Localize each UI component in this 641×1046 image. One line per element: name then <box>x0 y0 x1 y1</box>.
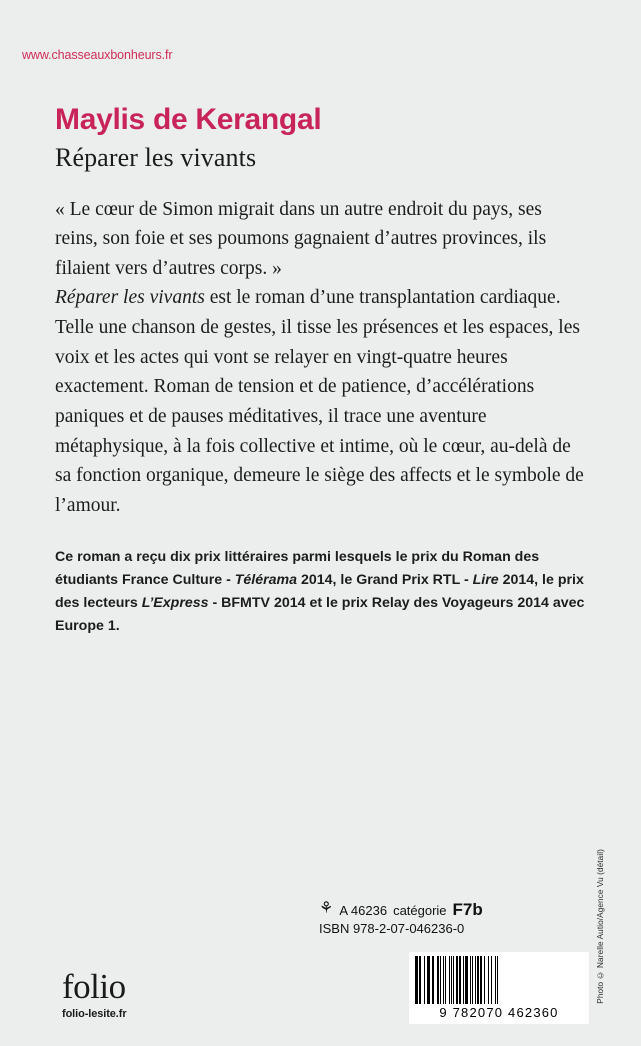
catalog-reference: A 46236 <box>339 903 388 918</box>
category-code: F7b <box>452 900 483 919</box>
prizes-italic3: L’Express <box>141 595 209 612</box>
barcode-bars <box>415 956 583 1004</box>
prizes-part4: - BFMTV 2014 et le prix Relay des Voyageurs 2014 avec Europe 1. <box>55 595 585 635</box>
book-title: Réparer les vivants <box>55 142 257 172</box>
meta-reference-line <box>319 901 589 918</box>
folio-logo: folio <box>62 967 126 1006</box>
blurb-paragraph <box>55 195 589 521</box>
prizes-part2: 2014, le Grand Prix RTL - <box>297 572 473 589</box>
watermark-url: www.chasseauxbonheurs.fr <box>22 48 173 62</box>
photo-credit: Photo © Narelle Autio/Agence Vu (détail) <box>596 849 605 1004</box>
isbn-text: ISBN 978-2-07-046236-0 <box>319 921 465 936</box>
barcode-number: 9 782070 462360 <box>439 1005 559 1020</box>
prizes-italic2: Lire <box>472 572 499 589</box>
blurb-title-italic: Réparer les vivants <box>55 287 205 309</box>
blurb-rest: est le roman d’une transplantation cardiaque. Telle une chanson de gestes, il tisse les présences et les espaces, les voix et les actes qui vont se relayer en vingt-quatre heures exactement. Roman de tension et de patience, d’accélérations paniques et de pauses méditatives, il trace une aventure métaphysique, à la fois collective et intime, où le cœur, au-delà de sa fonction organique, demeure le siège des affects et le symbole de l’amour. <box>55 287 584 516</box>
barcode <box>409 952 589 1024</box>
category-label: catégorie <box>393 903 447 918</box>
blurb-quote: « Le cœur de Simon migrait dans un autre endroit du pays, ses reins, son foie et ses poumons gagnaient d’autres provinces, ils filaient vers d’autres corps. » <box>55 198 547 279</box>
prizes-paragraph <box>55 546 589 638</box>
author-name: Maylis de Kerangal <box>55 103 322 136</box>
prizes-italic1: Télérama <box>234 572 298 589</box>
cover-content <box>55 104 589 653</box>
prizes-part3: 2014, le prix des lecteurs <box>55 572 584 612</box>
publisher-meta <box>319 901 589 936</box>
folio-website: folio-lesite.fr <box>62 1008 127 1020</box>
gallimard-logo-icon: ⚘ <box>319 900 334 917</box>
prizes-part1: Ce roman a reçu dix prix littéraires parmi lesquels le prix du Roman des étudiants France Culture - <box>55 549 540 589</box>
